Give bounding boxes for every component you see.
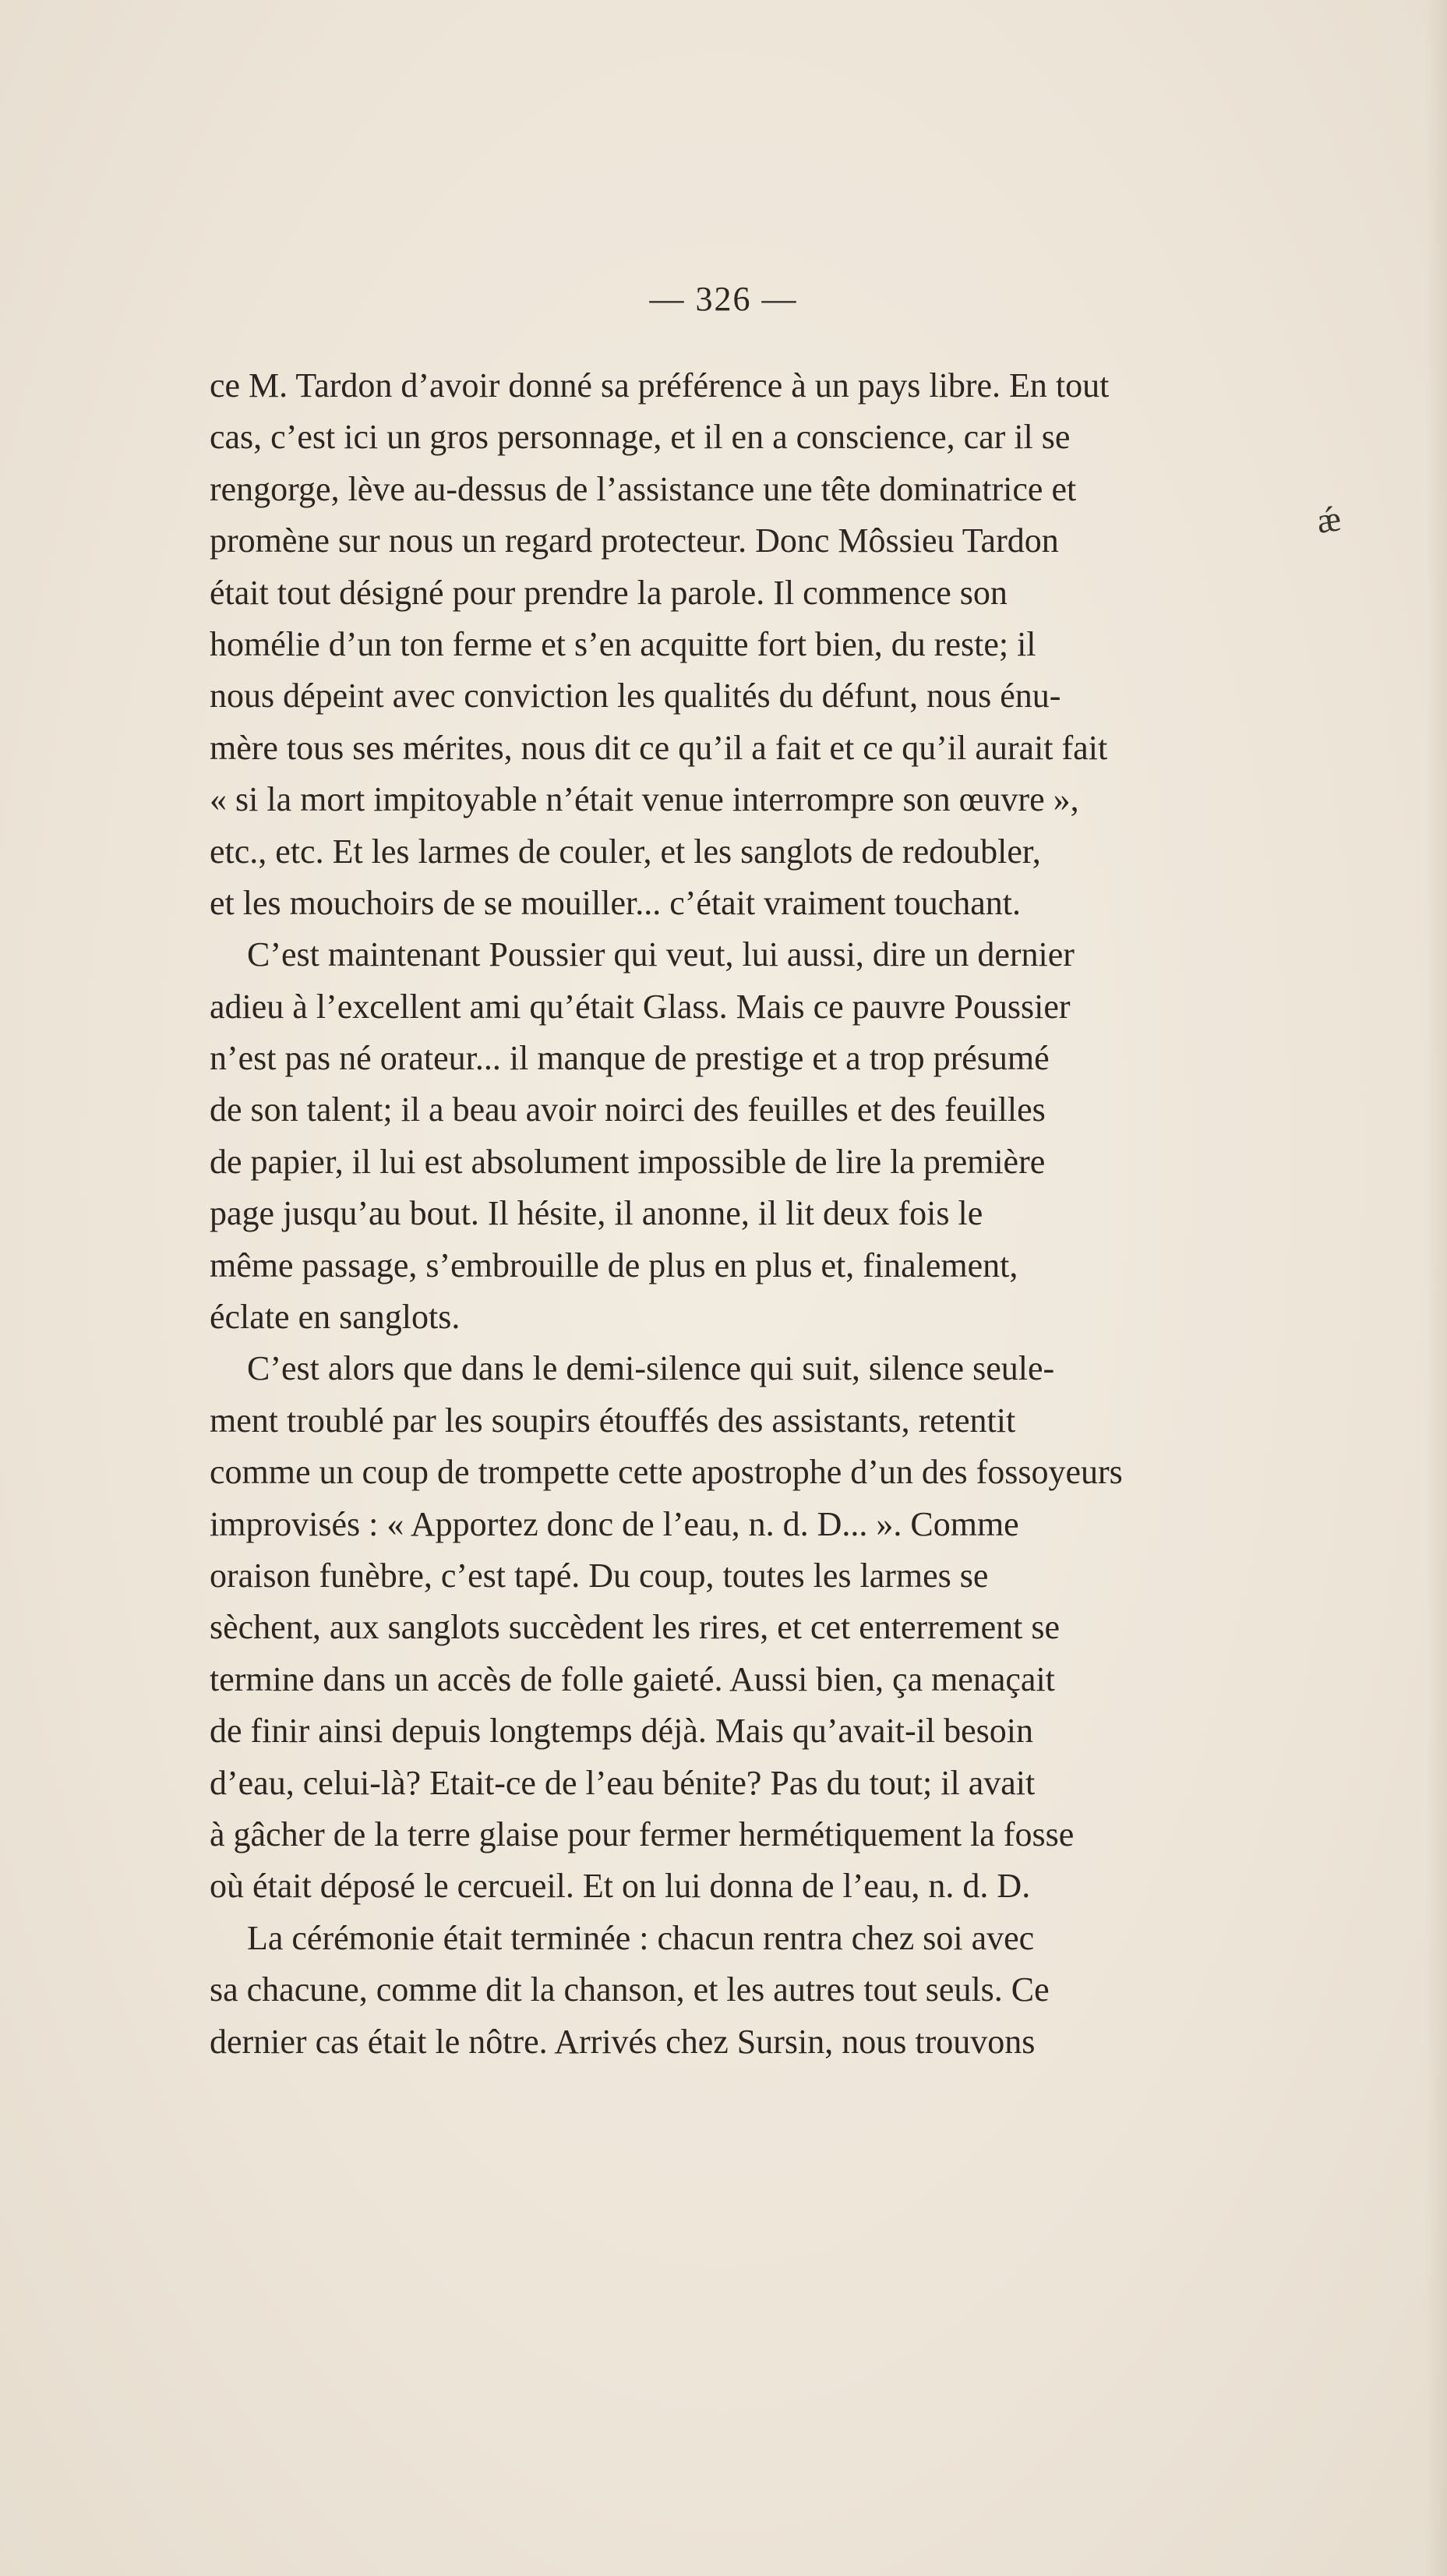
text-line: oraison funèbre, c’est tapé. Du coup, toutes les larmes se	[210, 1556, 989, 1595]
text-line: C’est alors que dans le demi-silence qui suit, silence seule-	[247, 1349, 1055, 1388]
text-line: même passage, s’embrouille de plus en plus et, finalement,	[210, 1246, 1018, 1284]
text-line: de son talent; il a beau avoir noirci des feuilles et des feuilles	[210, 1090, 1046, 1129]
text-line: dernier cas était le nôtre. Arrivés chez Sursin, nous trouvons	[210, 2022, 1036, 2061]
text-line: ce M. Tardon d’avoir donné sa préférence à un pays libre. En tout	[210, 366, 1110, 405]
text-line: de finir ainsi depuis longtemps déjà. Mais qu’avait-il besoin	[210, 1712, 1034, 1751]
text-line: cas, c’est ici un gros personnage, et il en a conscience, car il se	[210, 418, 1071, 457]
text-line: termine dans un accès de folle gaieté. Aussi bien, ça menaçait	[210, 1659, 1055, 1698]
text-line: rengorge, lève au-dessus de l’assistance une tête dominatrice et	[210, 469, 1077, 508]
body-text	[210, 360, 1285, 2068]
text-line: ment troublé par les soupirs étouffés des assistants, retentit	[210, 1401, 1016, 1440]
text-line: homélie d’un ton ferme et s’en acquitte fort bien, du reste; il	[210, 624, 1036, 663]
text-line: et les mouchoirs de se mouiller... c’était vraiment touchant.	[210, 883, 1022, 922]
text-line: n’est pas né orateur... il manque de prestige et a trop présumé	[210, 1039, 1050, 1078]
text-line: adieu à l’excellent ami qu’était Glass. Mais ce pauvre Poussier	[210, 987, 1071, 1026]
text-line: était tout désigné pour prendre la parole. Il commence son	[210, 573, 1008, 612]
text-line: à gâcher de la terre glaise pour fermer hermétiquement la fosse	[210, 1815, 1075, 1853]
text-line: mère tous ses mérites, nous dit ce qu’il a fait et ce qu’il aurait fait	[210, 728, 1108, 767]
text-line: comme un coup de trompette cette apostrophe d’un des fossoyeurs	[210, 1453, 1123, 1492]
text-line: promène sur nous un regard protecteur. Donc Môssieu Tardon	[210, 521, 1059, 560]
page-edge-shadow	[1425, 0, 1447, 2576]
text-line: nous dépeint avec conviction les qualités du défunt, nous énu-	[210, 677, 1061, 716]
margin-annotation-mark: ǽ	[1314, 498, 1344, 541]
text-line: sèchent, aux sanglots succèdent les rires, et cet enterrement se	[210, 1608, 1060, 1647]
text-line: La cérémonie était terminée : chacun rentra chez soi avec	[247, 1918, 1035, 1957]
text-line: etc., etc. Et les larmes de couler, et les sanglots de redoubler,	[210, 832, 1041, 871]
text-line: sa chacune, comme dit la chanson, et les autres tout seuls. Ce	[210, 1970, 1050, 2009]
text-line: page jusqu’au bout. Il hésite, il anonne, il lit deux fois le	[210, 1194, 983, 1233]
text-line: improvisés : « Apportez donc de l’eau, n. d. D... ». Comme	[210, 1504, 1019, 1543]
text-line: éclate en sanglots.	[210, 1298, 461, 1337]
page-number: — 326 —	[649, 280, 798, 318]
text-line: de papier, il lui est absolument impossible de lire la première	[210, 1142, 1046, 1181]
text-line: d’eau, celui-là? Etait-ce de l’eau bénite? Pas du tout; il avait	[210, 1763, 1036, 1802]
text-line: « si la mort impitoyable n’était venue interrompre son œuvre »,	[210, 780, 1079, 819]
text-line: où était déposé le cercueil. Et on lui donna de l’eau, n. d. D.	[210, 1867, 1031, 1906]
text-line: C’est maintenant Poussier qui veut, lui aussi, dire un dernier	[247, 935, 1075, 974]
